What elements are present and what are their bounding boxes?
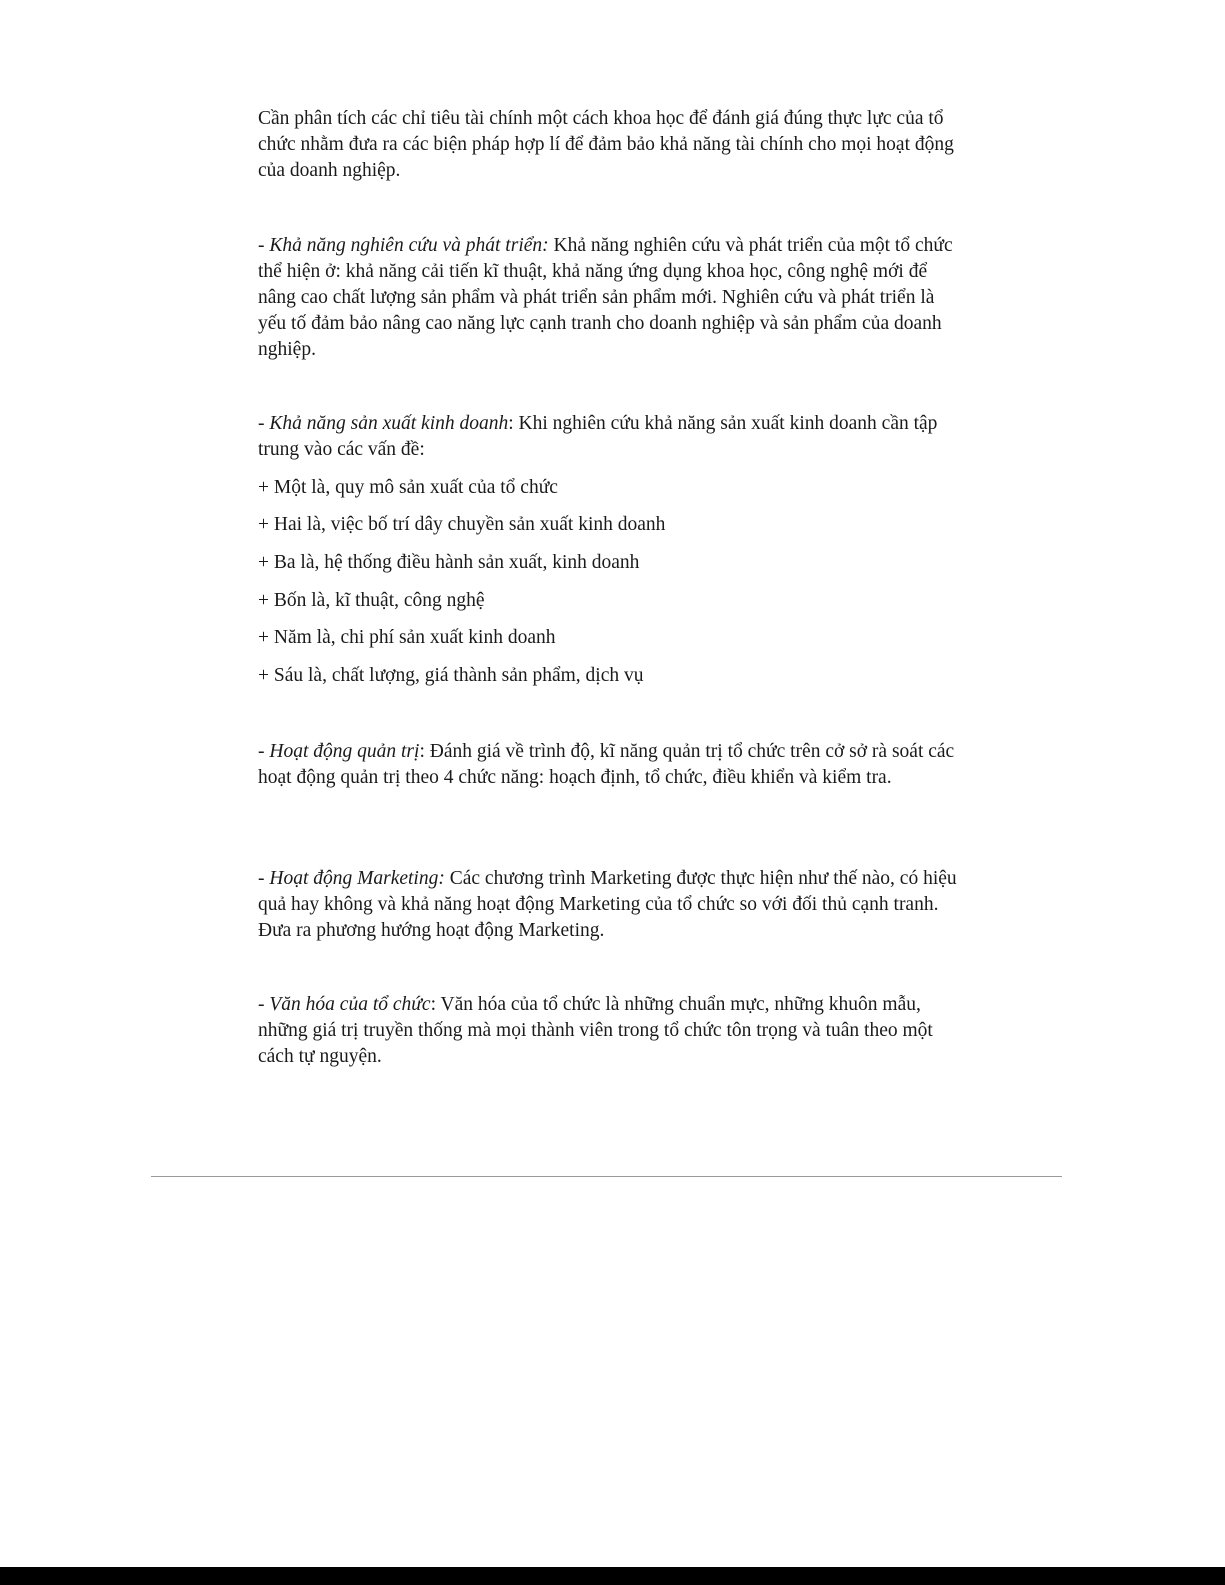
list-item: + Sáu là, chất lượng, giá thành sản phẩm, dịch vụ: [258, 665, 644, 686]
marketing-heading: - Hoạt động Marketing:: [258, 868, 445, 889]
list-item: + Một là, quy mô sản xuất của tổ chức: [258, 477, 558, 498]
intro-text: Cần phân tích các chỉ tiêu tài chính một cách khoa học để đánh giá đúng thực lực của tổ chức nhằm đưa ra các biện pháp hợp lí để đảm bảo khả năng tài chính cho mọi hoạt động của doanh nghiệp.: [258, 108, 954, 181]
production-heading: Khả năng sản xuất kinh doanh: [269, 413, 509, 434]
management-dash: -: [258, 741, 270, 762]
management-text: : Đánh giá về trình độ, kĩ năng quản trị tổ chức trên cở sở rà soát các hoạt động quản trị theo 4 chức năng: hoạch định, tổ chức, điều khiển và kiểm tra.: [258, 741, 955, 788]
list-item: + Hai là, việc bố trí dây chuyền sản xuất kinh doanh: [258, 514, 666, 535]
marketing-paragraph: [258, 866, 963, 944]
management-paragraph: [258, 739, 963, 791]
production-paragraph: [258, 411, 963, 463]
research-text: Khả năng nghiên cứu và phát triển của một tổ chức thể hiện ở: khả năng cải tiến kĩ thuật, khả năng ứng dụng khoa học, công nghệ mới để nâng cao chất lượng sản phẩm và phát triển sản phẩm mới. Nghiên cứu và phát triển là yếu tố đảm bảo nâng cao năng lực cạnh tranh cho doanh nghiệp và sản phẩm của doanh nghiệp.: [258, 235, 953, 360]
culture-dash: -: [258, 994, 270, 1015]
production-dash: -: [258, 413, 270, 434]
list-item: + Ba là, hệ thống điều hành sản xuất, kinh doanh: [258, 552, 640, 573]
list-item: + Bốn là, kĩ thuật, công nghệ: [258, 590, 485, 611]
intro-paragraph: [258, 106, 963, 184]
culture-paragraph: [258, 992, 963, 1070]
research-heading: - Khả năng nghiên cứu và phát triển:: [258, 235, 549, 256]
management-heading: Hoạt động quản trị: [269, 741, 420, 762]
page-divider: [151, 1176, 1062, 1177]
research-paragraph: [258, 233, 963, 363]
bottom-bar: [0, 1567, 1225, 1585]
culture-heading: Văn hóa của tổ chức: [269, 994, 431, 1015]
marketing-text: Các chương trình Marketing được thực hiện như thế nào, có hiệu quả hay không và khả năng hoạt động Marketing của tổ chức so với đối thủ cạnh tranh. Đưa ra phương hướng hoạt động Marketing.: [258, 868, 957, 941]
list-item: + Năm là, chi phí sản xuất kinh doanh: [258, 627, 556, 648]
production-text: : Khi nghiên cứu khả năng sản xuất kinh doanh cần tập trung vào các vấn đề:: [258, 413, 938, 460]
culture-text: : Văn hóa của tổ chức là những chuẩn mực, những khuôn mẫu, những giá trị truyền thống mà mọi thành viên trong tổ chức tôn trọng và tuân theo một cách tự nguyện.: [258, 994, 933, 1067]
